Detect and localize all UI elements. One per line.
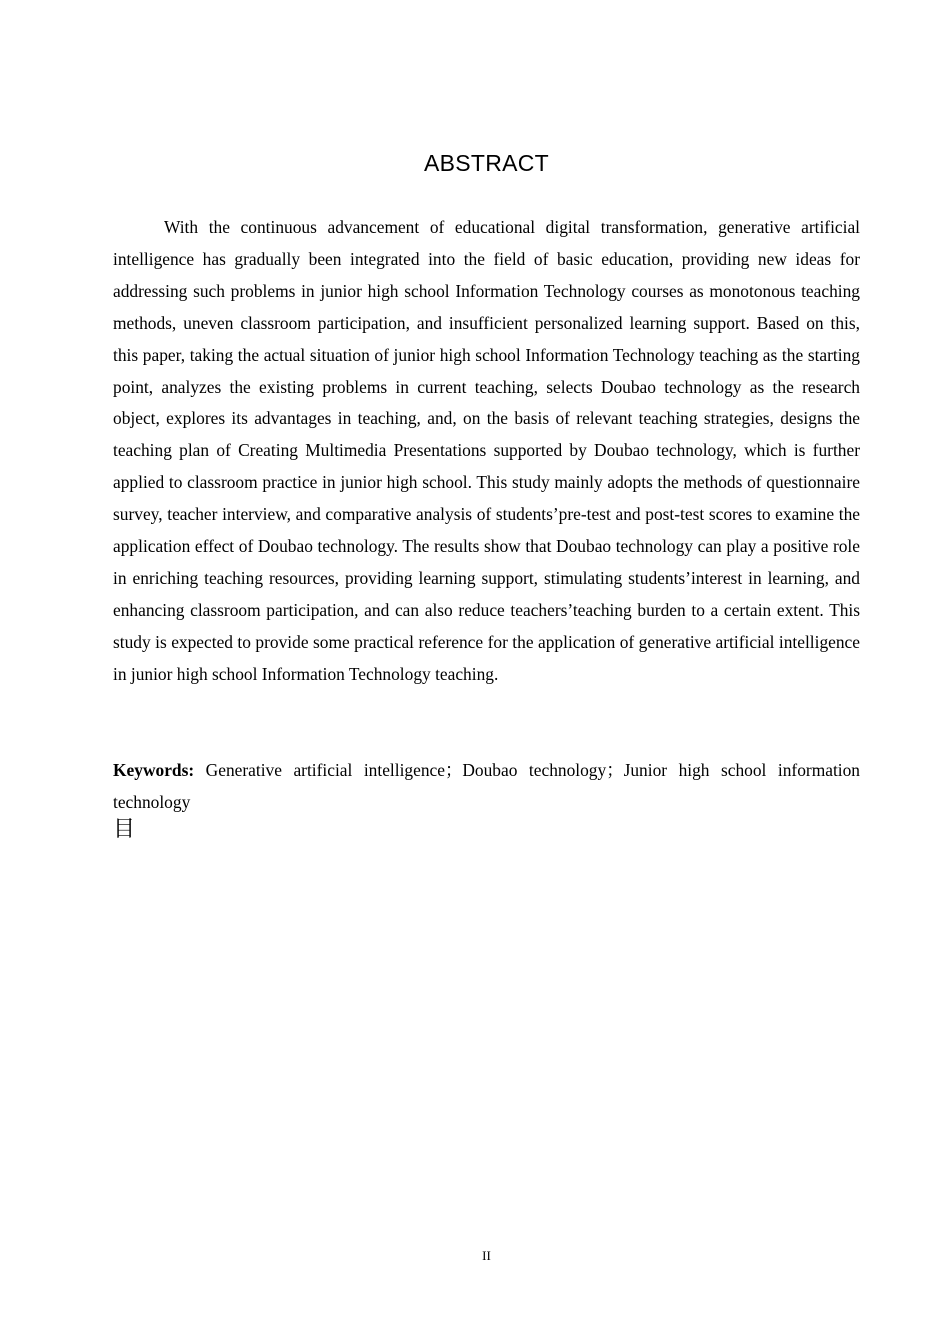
keywords-text: Generative artificial intelligence；Doubao technology；Junior high school information technology <box>113 760 860 812</box>
abstract-paragraph: With the continuous advancement of educational digital transformation, generative artificial intelligence has gradually been integrated into the field of basic education, providing new ideas for addressing such problems in junior high school Information Technology courses as monotonous teaching methods, uneven classroom participation, and insufficient personalized learning support. Based on this, this paper, taking the actual situation of junior high school Information Technology teaching as the starting point, analyzes the existing problems in current teaching, selects Doubao technology as the research object, explores its advantages in teaching, and, on the basis of relevant teaching strategies, designs the teaching plan of Creating Multimedia Presentations supported by Doubao technology, which is further applied to classroom practice in junior high school. This study mainly adopts the methods of questionnaire survey, teacher interview, and comparative analysis of students’pre-test and post-test scores to examine the application effect of Doubao technology. The results show that Doubao technology can play a positive role in enriching teaching resources, providing learning support, stimulating students’interest in learning, and enhancing classroom participation, and can also reduce teachers’teaching burden to a certain extent. This study is expected to provide some practical reference for the application of generative artificial intelligence in junior high school Information Technology teaching. <box>113 217 860 684</box>
keywords-line <box>113 754 860 818</box>
page-number: II <box>482 1248 491 1263</box>
abstract-heading: ABSTRACT <box>423 150 550 176</box>
toc-heading-fragment: 目 <box>113 817 136 842</box>
keywords-label: Keywords: <box>113 760 195 780</box>
